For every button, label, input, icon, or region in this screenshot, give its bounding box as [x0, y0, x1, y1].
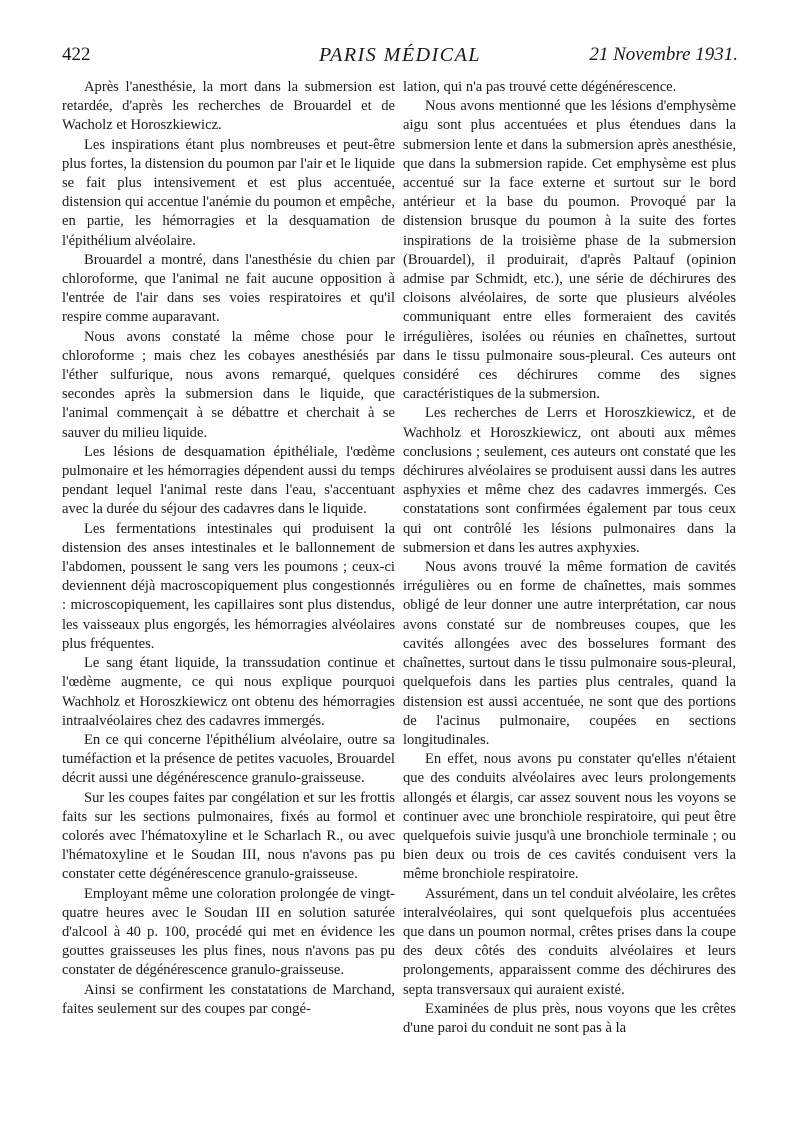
- paragraph: Nous avons constaté la même chose pour le chloroforme ; mais chez les cobayes anesthésiés par l'éther sulfurique, nous avons remarqué, quelques secondes après la submersion dans le liquide, que l'animal commençait à se débattre et cherchait à se sauver du milieu liquide.: [62, 328, 395, 441]
- paragraph: Examinées de plus près, nous voyons que les crêtes d'une paroi du conduit ne sont pas à la: [403, 1000, 736, 1036]
- paragraph: Nous avons trouvé la même formation de cavités irrégulières ou en forme de chaînettes, mais sommes obligé de leur donner une autre interprétation, car nous avons constaté sur de nombreuses coupes, que les cavités allongées avec des bosselures formant des chaînettes, surtout dans le tissu pulmonaire sous-pleural, quelquefois dans les parties plus centrales, quand la distension est aussi accentuée, ne sont que des portions de l'acinus pulmonaire, coupées en sections longitudinales.: [403, 559, 736, 748]
- page-number: 422: [62, 44, 91, 65]
- page-header: [62, 44, 738, 72]
- paragraph: Ainsi se confirment les constatations de Marchand, faites seulement sur des coupes par congé-: [62, 981, 395, 1017]
- paragraph: Brouardel a montré, dans l'anesthésie du chien par chloroforme, que l'animal ne fait aucune opposition à l'entrée de l'air dans ses voies respiratoires et qu'il respire comme auparavant.: [62, 251, 395, 326]
- paragraph: Assurément, dans un tel conduit alvéolaire, les crêtes interalvéolaires, qui sont quelquefois plus accentuées que dans un poumon normal, crêtes prises dans la coupe des deux côtés des conduits alvéolaires et leurs prolongements, apparaissent comme des déchirures des septa transversaux qui auraient existé.: [403, 885, 736, 998]
- paragraph: Les recherches de Lerrs et Horoszkiewicz, et de Wachholz et Horoszkiewicz, ont abouti aux mêmes conclusions ; seulement, ces auteurs ont constaté que les déchirures alvéolaires se produisent aussi dans les autres asphyxies et même chez des cadavres immergés. Ces constatations sont confirmées également par tous ceux qui ont contrôlé les lésions pulmonaires dans la submersion et dans les autres axphyxies.: [403, 405, 736, 556]
- paragraph: Les inspirations étant plus nombreuses et peut-être plus fortes, la distension du poumon par l'air et le liquide se fait plus intensivement et est plus accentuée, distension qui accentue l'anémie du poumon et empêche, en partie, les hémorragies et la desquamation de l'épithélium alvéolaire.: [62, 136, 395, 249]
- right-column: [403, 78, 736, 1038]
- paragraph: En ce qui concerne l'épithélium alvéolaire, outre sa tuméfaction et la présence de petites vacuoles, Brouardel décrit aussi une dégénérescence granulo-graisseuse.: [62, 731, 395, 787]
- paragraph: Les lésions de desquamation épithéliale, l'œdème pulmonaire et les hémorragies dépendent aussi du temps pendant lequel l'animal reste dans l'eau, s'accentuant avec la durée du séjour des cadavres dans le liquide.: [62, 443, 395, 518]
- issue-date: 21 Novembre 1931.: [589, 44, 738, 65]
- left-column: [62, 78, 395, 1019]
- paragraph: Sur les coupes faites par congélation et sur les frottis faits sur les sections pulmonaires, fixés au formol et colorés avec l'hématoxyline et le Scharlach R., ou avec l'hématoxyline et le Soudan III, nous n'avons pas pu constater cette dégénérescence granulo-graisseuse.: [62, 789, 395, 883]
- paragraph: Le sang étant liquide, la transsudation continue et l'œdème augmente, ce qui nous explique pourquoi Wachholz et Horoszkiewicz ont obtenu des hémorragies intraalvéolaires chez des cadavres immergés.: [62, 655, 395, 729]
- paragraph: Employant même une coloration prolongée de vingt-quatre heures avec le Soudan III en solution saturée d'alcool à 40 p. 100, procédé qui met en évidence les gouttes graisseuses les plus fines, nous n'avons pas pu constater de dégénérescence granulo-graisseuse.: [62, 885, 395, 979]
- paragraph: Les fermentations intestinales qui produisent la distension des anses intestinales et le ballonnement de l'abdomen, poussent le sang vers les poumons ; ceux-ci deviennent déjà macroscopiquement plus congestionnés : microscopiquement, les capillaires sont plus distendus, les vaisseaux plus engorgés, les hémorragies alvéolaires plus fréquentes.: [62, 520, 395, 652]
- paragraph: Nous avons mentionné que les lésions d'emphysème aigu sont plus accentuées et plus étendues dans la submersion lente et dans la submersion après anesthésie, que dans la submersion rapide. Cet emphysème est plus accentué sur la face externe et surtout sur le bord antérieur et la base du poumon. Provoqué par la distension brusque du poumon à la suite des fortes inspirations de la troisième phase de la submersion (Brouardel), il produirait, d'après Paltauf (opinion admise par Schmidt, etc.), une série de déchirures des cloisons alvéolaires, de sorte que plusieurs alvéoles communiquant entre elles formeraient des cavités irrégulières, isolées ou réunies en chaînettes, surtout dans le tissu pulmonaire sous-pleural. Ces auteurs ont considéré ces déchirures comme des signes caractéristiques de la submersion.: [403, 98, 736, 403]
- paragraph: Après l'anesthésie, la mort dans la submersion est retardée, d'après les recherches de Brouardel et de Wacholz et Horoszkiewicz.: [62, 79, 395, 134]
- paragraph-continuation: lation, qui n'a pas trouvé cette dégénérescence.: [403, 79, 677, 95]
- paragraph: En effet, nous avons pu constater qu'elles n'étaient que des conduits alvéolaires avec leurs prolongements allongés et élargis, car assez souvent nous les voyons se continuer avec une bronchiole respiratoire, qui peut être quelquefois suivie jusqu'à une bronchiole terminale ; ou bien deux ou trois de ces cavités conduisent vers la même bronchiole respiratoire.: [403, 751, 736, 883]
- journal-title: PARIS MÉDICAL: [319, 44, 481, 66]
